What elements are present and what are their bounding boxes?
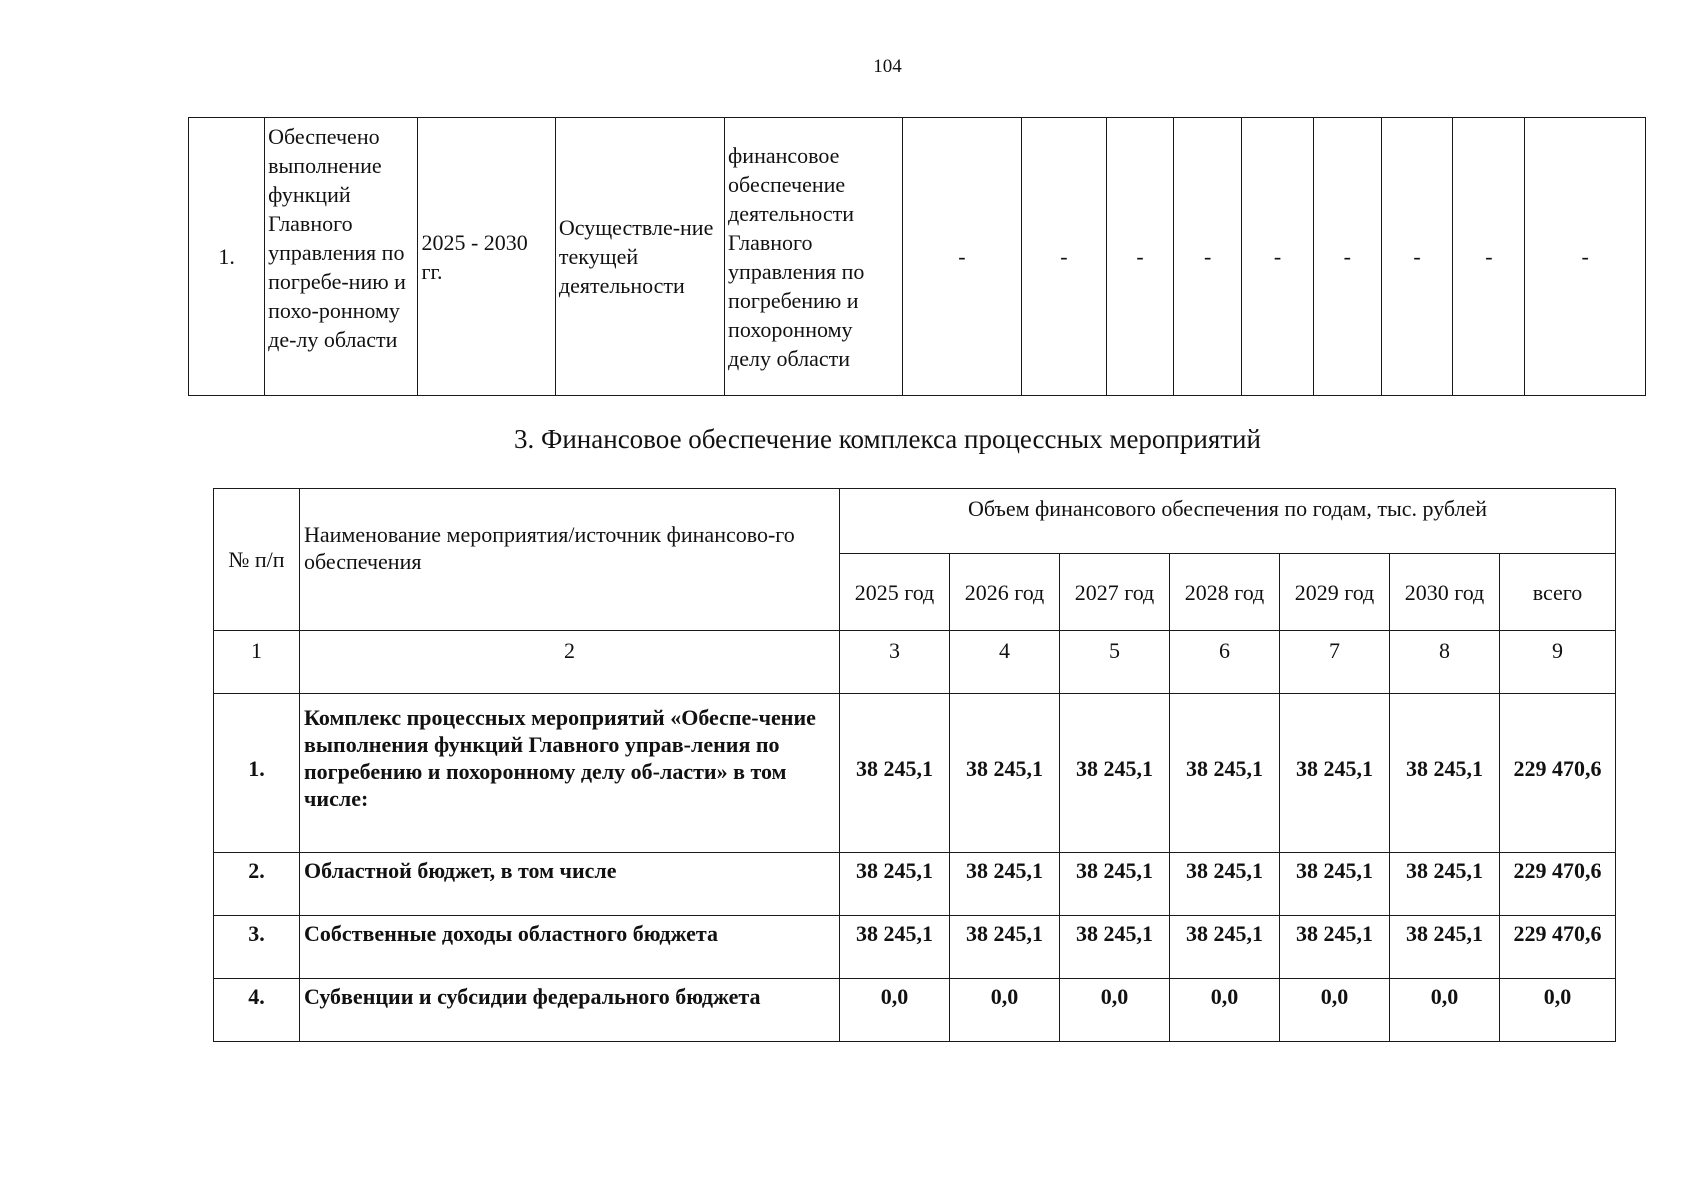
description-cell: финансовое обеспечение деятельности Главного управления по погребению и похоронному делу области xyxy=(725,118,903,396)
value-cell: - xyxy=(902,118,1021,396)
row-value: 38 245,1 xyxy=(950,853,1060,916)
table-row xyxy=(214,916,1616,979)
header-row xyxy=(214,489,1616,554)
table-row xyxy=(214,694,1616,853)
header-year: 2025 год xyxy=(840,554,950,631)
column-numbers-row xyxy=(214,631,1616,694)
row-number: 3. xyxy=(214,916,300,979)
row-value: 0,0 xyxy=(840,979,950,1042)
row-value: 38 245,1 xyxy=(1390,916,1500,979)
value-cell: - xyxy=(1453,118,1525,396)
row-name: Областной бюджет, в том числе xyxy=(300,853,840,916)
row-value: 0,0 xyxy=(1170,979,1280,1042)
column-number: 5 xyxy=(1060,631,1170,694)
row-value: 38 245,1 xyxy=(1280,853,1390,916)
row-value: 38 245,1 xyxy=(1280,916,1390,979)
row-value: 38 245,1 xyxy=(1170,916,1280,979)
header-year: 2026 год xyxy=(950,554,1060,631)
row-value: 0,0 xyxy=(950,979,1060,1042)
header-year: 2028 год xyxy=(1170,554,1280,631)
column-number: 1 xyxy=(214,631,300,694)
value-cell: - xyxy=(1106,118,1174,396)
row-number: 4. xyxy=(214,979,300,1042)
row-value: 38 245,1 xyxy=(1170,694,1280,853)
section-title: 3. Финансовое обеспечение комплекса процессных мероприятий xyxy=(514,424,1261,454)
period-cell: 2025 - 2030 гг. xyxy=(418,118,555,396)
header-total: всего xyxy=(1500,554,1616,631)
header-year: 2030 год xyxy=(1390,554,1500,631)
row-total: 229 470,6 xyxy=(1500,694,1616,853)
row-value: 38 245,1 xyxy=(1280,694,1390,853)
row-value: 38 245,1 xyxy=(1170,853,1280,916)
result-cell: Обеспечено выполнение функций Главного управления по погребе-нию и похо-ронному де-лу области xyxy=(265,118,418,396)
page-number: 104 xyxy=(873,56,902,77)
row-value: 38 245,1 xyxy=(1390,853,1500,916)
row-value: 38 245,1 xyxy=(1390,694,1500,853)
header-volume: Объем финансового обеспечения по годам, тыс. рублей xyxy=(840,489,1616,554)
value-cell: - xyxy=(1525,118,1646,396)
row-value: 38 245,1 xyxy=(1060,916,1170,979)
row-number: 2. xyxy=(214,853,300,916)
row-total: 0,0 xyxy=(1500,979,1616,1042)
row-value: 38 245,1 xyxy=(840,916,950,979)
row-value: 38 245,1 xyxy=(1060,694,1170,853)
row-value: 38 245,1 xyxy=(840,853,950,916)
column-number: 2 xyxy=(300,631,840,694)
value-cell: - xyxy=(1313,118,1381,396)
column-number: 7 xyxy=(1280,631,1390,694)
row-number: 1. xyxy=(189,118,265,396)
row-value: 38 245,1 xyxy=(950,916,1060,979)
results-table xyxy=(188,117,1646,396)
header-number: № п/п xyxy=(214,489,300,631)
row-name: Собственные доходы областного бюджета xyxy=(300,916,840,979)
header-year: 2029 год xyxy=(1280,554,1390,631)
row-total: 229 470,6 xyxy=(1500,916,1616,979)
row-value: 0,0 xyxy=(1060,979,1170,1042)
finance-table xyxy=(213,488,1616,1042)
row-value: 38 245,1 xyxy=(840,694,950,853)
row-value: 0,0 xyxy=(1280,979,1390,1042)
column-number: 4 xyxy=(950,631,1060,694)
column-number: 8 xyxy=(1390,631,1500,694)
table-row xyxy=(214,853,1616,916)
row-value: 0,0 xyxy=(1390,979,1500,1042)
header-year: 2027 год xyxy=(1060,554,1170,631)
table-row xyxy=(189,118,1646,396)
value-cell: - xyxy=(1381,118,1453,396)
column-number: 6 xyxy=(1170,631,1280,694)
value-cell: - xyxy=(1022,118,1107,396)
row-value: 38 245,1 xyxy=(950,694,1060,853)
row-total: 229 470,6 xyxy=(1500,853,1616,916)
row-name: Комплекс процессных мероприятий «Обеспе-чение выполнения функций Главного управ-ления по погребению и похоронному делу об-ласти» в том числе: xyxy=(300,694,840,853)
row-value: 38 245,1 xyxy=(1060,853,1170,916)
value-cell: - xyxy=(1242,118,1314,396)
row-number: 1. xyxy=(214,694,300,853)
header-name: Наименование мероприятия/источник финансово-го обеспечения xyxy=(300,489,840,631)
value-cell: - xyxy=(1174,118,1242,396)
table-row xyxy=(214,979,1616,1042)
column-number: 9 xyxy=(1500,631,1616,694)
characteristic-cell: Осуществле-ние текущей деятельности xyxy=(555,118,724,396)
column-number: 3 xyxy=(840,631,950,694)
row-name: Субвенции и субсидии федерального бюджета xyxy=(300,979,840,1042)
